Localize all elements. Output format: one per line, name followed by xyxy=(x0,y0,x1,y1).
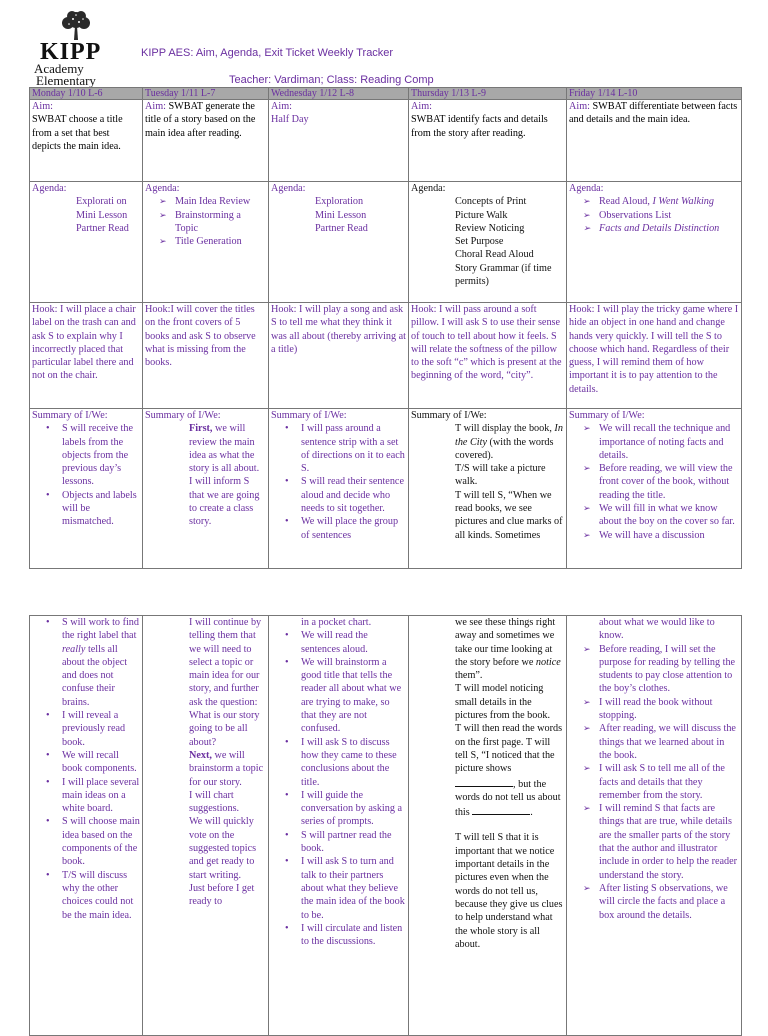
cont-monday: • S will work to find the right label that really tells all about the object and does not confuse their brains. • I will reveal a previously read book. • We will recall book components. • I will place several main ideas on a white board. • S will choose main idea based on the components of the book. • T/S will discuss why the other choices could not be the main idea. xyxy=(30,616,143,1036)
aim-wednesday: Aim: Half Day xyxy=(269,100,409,182)
agenda-monday: Agenda: Explorati on Mini Lesson Partner Read xyxy=(30,182,143,303)
day-thursday: Thursday 1/13 L-9 xyxy=(409,88,567,100)
logo-name: KIPP xyxy=(40,39,102,65)
hook-row xyxy=(30,303,742,409)
logo-line2: Elementary xyxy=(36,73,96,88)
summary-friday: Summary of I/We: ➢ We will recall the technique and importance of noting facts and details. ➢ Before reading, we will view the front cover of the book, without reading the title. ➢ We will fill in what we know about the boy on the cover so far. ➢ We will have a discussion xyxy=(567,409,742,569)
summary-thursday: Summary of I/We: T will display the book, In the City (with the words covered). T/S will take a picture walk. T will tell S, “When we read books, we see pictures and clue marks of all kinds. Sometimes xyxy=(409,409,567,569)
weekly-tracker-table xyxy=(29,87,742,569)
agenda-friday: Agenda: ➢ Read Aloud, I Went Walking ➢ Observations List ➢ Facts and Details Distinction xyxy=(567,182,742,303)
aim-thursday: Aim: SWBAT identify facts and details from the story after reading. xyxy=(409,100,567,182)
summary-wednesday: Summary of I/We: • I will pass around a sentence strip with a set of directions on it to each S. • S will read their sentence aloud and decide who needs to sit together. • We will place the group of sentences xyxy=(269,409,409,569)
hook-tuesday: Hook:I will cover the titles on the front covers of 5 books and ask S to observe what is missing from the books. xyxy=(143,303,269,409)
cont-wednesday: in a pocket chart. • We will read the sentences aloud. • We will brainstorm a good title that tells the reader all about what we are trying to make, so that they are not confused. • I will ask S to discuss how they came to these conclusions about the title. • I will guide the conversation by asking a series of prompts. • S will partner read the book. • I will ask S to turn and talk to their partners about what they believe the main idea of the book to be. • I will circulate and listen to the discussions. xyxy=(269,616,409,1036)
day-monday: Monday 1/10 L-6 xyxy=(30,88,143,100)
hook-wednesday: Hook: I will play a song and ask S to tell me what they think it was all about (thereby arriving at a title) xyxy=(269,303,409,409)
kipp-logo xyxy=(30,10,125,88)
hook-friday: Hook: I will play the tricky game where I hide an object in one hand and change hands very quickly. I will tell the S to choose which hand. Regardless of their guess, I will remind them of how important it is to pay attention to the details. xyxy=(567,303,742,409)
hook-monday: Hook: I will place a chair label on the trash can and ask S to explain why I incorrectly placed that particular label there and not on the chair. xyxy=(30,303,143,409)
aim-tuesday: Aim: SWBAT generate the title of a story based on the main idea after reading. xyxy=(143,100,269,182)
summary-monday: Summary of I/We: • S will receive the labels from the objects from the previous day’s lessons. • Objects and labels will be mismatched. xyxy=(30,409,143,569)
day-wednesday: Wednesday 1/12 L-8 xyxy=(269,88,409,100)
aim-row xyxy=(30,100,742,182)
aim-friday: Aim: SWBAT differentiate between facts and details and the main idea. xyxy=(567,100,742,182)
cont-thursday: we see these things right away and sometimes we take our time looking at the story before we notice them”. T will model noticing small details in the pictures from the book. T will then read the words on the first page. T will tell S, “I noticed that the picture shows , but the words do not tell us about this . T will tell S that it is important that we notice important details in the pictures even when the words do not tell us, because they give us clues to help understand what the whole story is all about. xyxy=(409,616,567,1036)
page-title: KIPP AES: Aim, Agenda, Exit Ticket Weekly Tracker xyxy=(141,47,394,59)
agenda-wednesday: Agenda: Exploration Mini Lesson Partner Read xyxy=(269,182,409,303)
agenda-thursday: Agenda: Concepts of Print Picture Walk Review Noticing Set Purpose Choral Read Aloud Story Grammar (if time permits) xyxy=(409,182,567,303)
day-tuesday: Tuesday 1/11 L-7 xyxy=(143,88,269,100)
summary-tuesday: Summary of I/We: First, we will review the main idea as what the story is all about. I will inform S that we are going to create a class story. xyxy=(143,409,269,569)
agenda-row xyxy=(30,182,742,303)
day-friday: Friday 1/14 L-10 xyxy=(567,88,742,100)
teacher-info: Teacher: Vardiman; Class: Reading Comp xyxy=(229,74,434,86)
summary-row xyxy=(30,409,742,569)
continuation-row xyxy=(30,616,742,1036)
agenda-tuesday: Agenda: ➢ Main Idea Review ➢ Brainstorming a Topic ➢ Title Generation xyxy=(143,182,269,303)
day-header-row xyxy=(30,88,742,100)
cont-friday: about what we would like to know. ➢ Before reading, I will set the purpose for reading by telling the students to pay close attention to the boy’s clothes. ➢ I will read the book without stopping. ➢ After reading, we will discuss the things that we learned about in the book. ➢ I will ask S to tell me all of the facts and details that they remember from the story. ➢ I will remind S that facts are things that are true, while details are the smaller parts of the story that the author and illustrator include in order to help the reader understand the story. ➢ After listing S observations, we will circle the facts and place a box around the details. xyxy=(567,616,742,1036)
hook-thursday: Hook: I will pass around a soft pillow. I will ask S to use their sense of touch to tell about how it feels. S will relate the softness of the pillow to the soft “c” which is present at the beginning of the word, “city”. xyxy=(409,303,567,409)
aim-monday: Aim: SWBAT choose a title from a set that best depicts the main idea. xyxy=(30,100,143,182)
cont-tuesday: I will continue by telling them that we will need to select a topic or main idea for our story, and further ask the question: What is our story going to be all about? Next, we will brainstorm a topic for our story. I will chart suggestions. We will quickly vote on the suggested topics and get ready to start writing. Just before I get ready to xyxy=(143,616,269,1036)
logo-line1: Academy xyxy=(34,61,84,76)
continuation-table xyxy=(29,615,742,1036)
